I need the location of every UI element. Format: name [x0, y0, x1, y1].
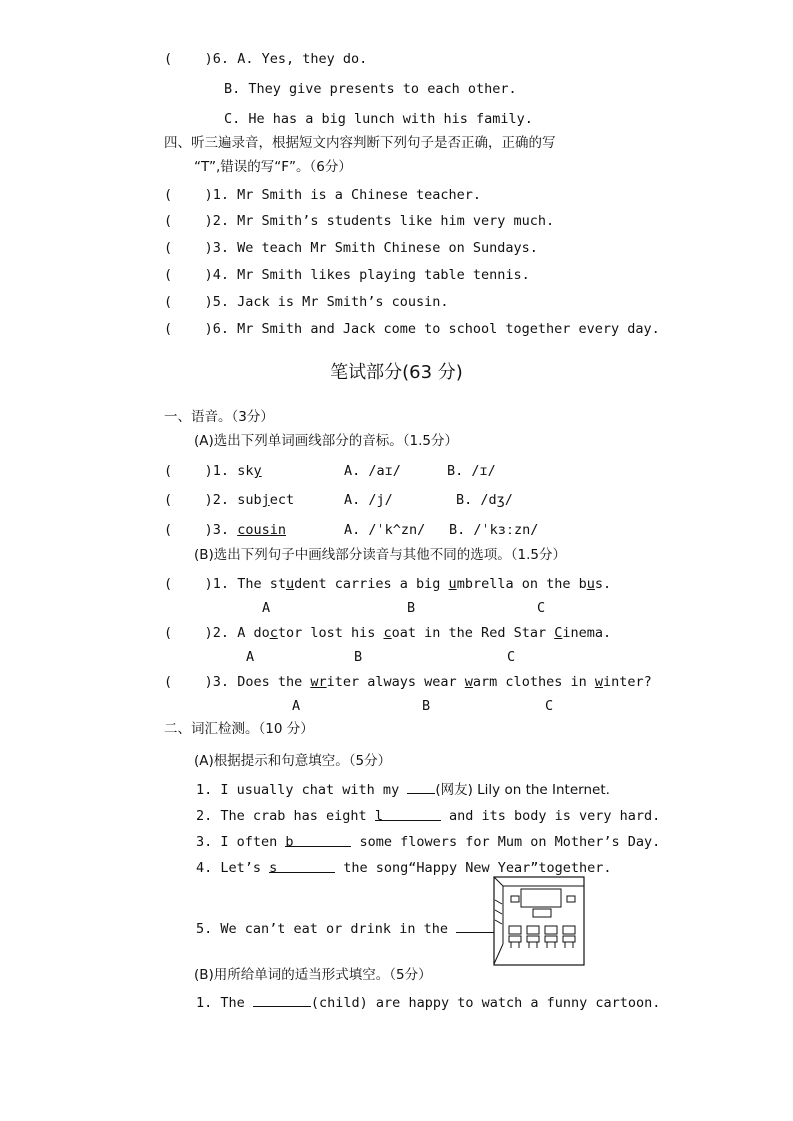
phonetic-option-a: A. /aɪ/: [344, 463, 401, 479]
tf-item-6: [164, 320, 660, 338]
word-part: ect: [269, 492, 295, 508]
sentence-part: tor lost his: [277, 625, 384, 641]
answer-blank[interactable]: [253, 993, 311, 1007]
item-number: 2.: [212, 625, 230, 641]
underlined-part: wr: [310, 674, 327, 690]
sentence-part: 1. The: [196, 995, 253, 1011]
tf-item-5: [164, 293, 448, 311]
hint-letter: l: [374, 808, 383, 824]
sentence-part: and its body is very hard.: [440, 808, 661, 824]
sentence-item-1: [164, 575, 611, 593]
sentence-part: mbrella on the b: [456, 576, 587, 592]
fill-item-4: [196, 859, 612, 877]
part-1-heading: 一、语音。（3分）: [164, 409, 274, 425]
label-b: B: [354, 649, 363, 665]
sentence-part: (网友) Lily on the Internet.: [435, 782, 610, 798]
sentence-part: inter?: [602, 674, 652, 690]
underlined-part: j: [261, 492, 270, 508]
tf-item-2: [164, 212, 554, 230]
underlined-part: cousin: [237, 522, 286, 538]
sentence-part: the song“Happy New Year”together.: [335, 860, 612, 876]
part-2b-instruction: (B)用所给单词的适当形式填空。（5分）: [194, 967, 432, 983]
answer-paren[interactable]: ( ): [164, 674, 213, 690]
sentence-part: Does the: [237, 674, 311, 690]
answer-blank[interactable]: [374, 807, 441, 824]
sentence-part: (child) are happy to watch a funny cartoon.: [310, 995, 661, 1011]
answer-paren[interactable]: ( ): [164, 294, 213, 310]
sentence-item-3: [164, 673, 652, 691]
underlined-part: w: [464, 674, 473, 690]
sentence-part: 1. I usually chat with my: [196, 782, 408, 798]
underlined-part: u: [285, 576, 295, 592]
hint-letter: b: [285, 834, 294, 850]
part-1a-instruction: (A)选出下列单词画线部分的音标。（1.5分）: [194, 433, 458, 449]
question-6-line: [164, 50, 367, 68]
answer-paren[interactable]: ( ): [164, 213, 213, 229]
part-1b-instruction: (B)选出下列句子中画线部分读音与其他不同的选项。（1.5分）: [194, 547, 567, 563]
answer-paren[interactable]: ( ): [164, 51, 213, 67]
sentence-part: arm clothes in: [472, 674, 595, 690]
label-a: A: [292, 698, 301, 714]
tf-item-text: 6. Mr Smith and Jack come to school together every day.: [212, 321, 660, 337]
answer-blank[interactable]: [407, 780, 435, 794]
phonetic-item-1: [164, 462, 262, 480]
tf-item-text: 4. Mr Smith likes playing table tennis.: [212, 267, 530, 283]
label-a: A: [246, 649, 255, 665]
word-part: sk: [237, 463, 254, 479]
answer-paren[interactable]: ( ): [164, 522, 213, 538]
sentence-part: A do: [237, 625, 270, 641]
sentence-part: The st: [237, 576, 286, 592]
sentence-part: some flowers for Mum on Mother’s Day.: [351, 834, 661, 850]
sentence-part: 3. I often: [196, 834, 286, 850]
word-part: sub: [237, 492, 262, 508]
phonetic-option-a: A. /ˈk^zn/: [344, 522, 426, 538]
tf-item-4: [164, 266, 530, 284]
fill-item-3: [196, 833, 660, 851]
question-number: 6.: [212, 51, 230, 67]
fill-item-1: [196, 780, 610, 799]
underlined-part: C: [554, 625, 563, 641]
tf-item-text: 1. Mr Smith is a Chinese teacher.: [212, 187, 481, 203]
tf-item-1: [164, 186, 481, 204]
classroom-illustration-icon: [493, 876, 585, 966]
answer-paren[interactable]: ( ): [164, 321, 213, 337]
label-c: C: [545, 698, 554, 714]
hint-letter: s: [269, 860, 278, 876]
sentence-part: 2. The crab has eight: [196, 808, 375, 824]
answer-paren[interactable]: ( ): [164, 625, 213, 641]
phonetic-item-3: [164, 521, 286, 539]
sentence-part: oat in the Red Star: [391, 625, 555, 641]
tf-item-3: [164, 239, 538, 257]
fill-item-5: [196, 919, 516, 938]
answer-paren[interactable]: ( ): [164, 187, 213, 203]
tf-item-text: 3. We teach Mr Smith Chinese on Sundays.: [212, 240, 538, 256]
item-number: 1.: [212, 576, 230, 592]
option-c: C. He has a big lunch with his family.: [224, 111, 533, 127]
tf-item-text: 2. Mr Smith’s students like him very much.: [212, 213, 555, 229]
phonetic-item-2: [164, 491, 294, 509]
written-part-title: 笔试部分(63 分): [330, 362, 463, 383]
form-item-1: [196, 993, 660, 1012]
answer-paren[interactable]: ( ): [164, 463, 213, 479]
item-number: 3.: [212, 522, 230, 538]
item-number: 2.: [212, 492, 230, 508]
part-2-heading: 二、词汇检测。（10 分）: [164, 721, 314, 737]
sentence-part: dent carries a big: [294, 576, 449, 592]
sentence-part: 4. Let’s: [196, 860, 270, 876]
phonetic-option-b: B. /ɪ/: [447, 463, 496, 479]
underlined-part: y: [253, 463, 262, 479]
answer-paren[interactable]: ( ): [164, 240, 213, 256]
answer-paren[interactable]: ( ): [164, 576, 213, 592]
underlined-part: c: [269, 625, 278, 641]
sentence-part: s.: [594, 576, 612, 592]
label-a: A: [262, 600, 271, 616]
section-4-heading-line2: “T”,错误的写“F”。（6分）: [194, 159, 352, 175]
phonetic-option-a: A. /j/: [344, 492, 393, 508]
label-c: C: [507, 649, 516, 665]
sentence-part: 5. We can’t eat or drink in the: [196, 921, 457, 937]
label-c: C: [537, 600, 546, 616]
option-b: B. They give presents to each other.: [224, 81, 517, 97]
underlined-part: u: [586, 576, 595, 592]
tf-item-text: 5. Jack is Mr Smith’s cousin.: [212, 294, 449, 310]
label-b: B: [407, 600, 416, 616]
answer-blank[interactable]: [269, 859, 335, 876]
answer-paren[interactable]: ( ): [164, 492, 213, 508]
label-b: B: [422, 698, 431, 714]
sentence-part: inema.: [562, 625, 612, 641]
part-2a-instruction: (A)根据提示和句意填空。（5分）: [194, 753, 392, 769]
underlined-part: w: [594, 674, 603, 690]
phonetic-option-b: B. /dʒ/: [456, 492, 513, 508]
section-4-heading: 四、听三遍录音，根据短文内容判断下列句子是否正确，正确的写: [164, 135, 556, 151]
answer-blank[interactable]: [285, 833, 351, 850]
item-number: 1.: [212, 463, 230, 479]
sentence-part: iter always wear: [326, 674, 465, 690]
item-number: 3.: [212, 674, 230, 690]
option-a: A. Yes, they do.: [237, 51, 368, 67]
fill-item-2: [196, 807, 660, 825]
phonetic-option-b: B. /ˈkɜːzn/: [449, 522, 539, 538]
underlined-part: c: [383, 625, 392, 641]
underlined-part: u: [448, 576, 457, 592]
answer-paren[interactable]: ( ): [164, 267, 213, 283]
sentence-item-2: [164, 624, 611, 642]
